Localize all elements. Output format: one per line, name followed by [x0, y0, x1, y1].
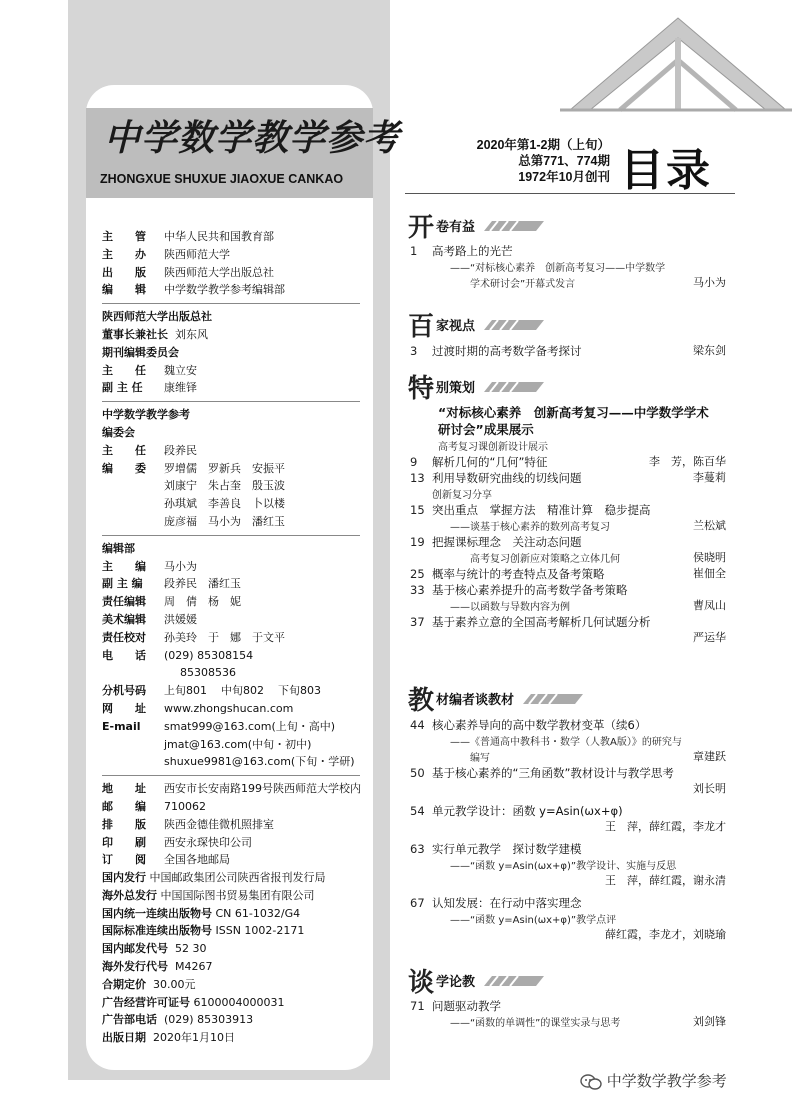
masthead-row: 主 编 马小为	[102, 559, 197, 573]
masthead-row: 分机号码 上旬801 中旬802 下旬803	[102, 684, 321, 698]
masthead-row: 刘康宁 朱占奎 殷玉波	[164, 479, 285, 493]
toc-entry[interactable]: 9 解析几何的“几何”特征 李 芳，陈百华	[410, 455, 726, 469]
toc-entry[interactable]: 63 实行单元教学 探讨数学建模	[410, 842, 582, 856]
toc-entry[interactable]: 19 把握课标理念 关注动态问题	[410, 535, 582, 549]
masthead-row: 期刊编辑委员会	[102, 345, 179, 359]
issue-line-3: 1972年10月创刊	[518, 170, 610, 184]
toc-entry[interactable]: 1 高考路上的光芒	[410, 244, 513, 258]
toc-author: 兰松斌	[693, 519, 726, 532]
toc-author: 梁东剑	[693, 344, 726, 357]
special-title: 研讨会”成果展示	[438, 422, 534, 437]
masthead-row: 订 阅 全国各地邮局	[102, 853, 230, 867]
masthead-row: 海外发行代号 M4267	[102, 960, 213, 974]
toc-author: 王 萍，薛红霞，谢永清	[605, 874, 726, 887]
masthead-row: 孙琪斌 李善良 卜以楼	[164, 497, 285, 511]
toc-author: 章建跃	[693, 750, 726, 763]
toc-author: 李蔓莉	[693, 471, 726, 484]
toc-subtitle	[410, 927, 728, 943]
toc-entry[interactable]: 71 问题驱动教学	[410, 999, 501, 1013]
divider	[102, 775, 360, 776]
journal-logo-pinyin: ZHONGXUE SHUXUE JIAOXUE CANKAO	[100, 172, 344, 186]
masthead-row: 国内统一连续出版物号 CN 61-1032/G4	[102, 906, 301, 920]
stripe-bar-graphic	[484, 320, 544, 330]
masthead-row: 副 主 编 段养民 潘红玉	[102, 577, 241, 591]
toc-subtitle	[410, 819, 728, 835]
masthead-row: 广告经营许可证号 6100004000031	[102, 995, 285, 1009]
toc-section-1	[410, 243, 728, 291]
masthead-row: 美术编辑 洪媛媛	[102, 612, 197, 626]
special-title: “对标核心素养 创新高考复习——中学数学学术	[438, 405, 709, 420]
toc-subtitle	[410, 630, 728, 646]
masthead-row: 地 址 西安市长安南路199号陕西师范大学校内	[102, 782, 361, 796]
toc-subtitle: ——以函数与导数内容为例 曹凤山	[450, 599, 726, 613]
masthead-row: 主 管 中华人民共和国教育部	[102, 230, 274, 243]
masthead-row: 主 任 段养民	[102, 443, 197, 457]
watermark-text: 中学数学教学参考	[606, 1072, 727, 1090]
divider	[102, 401, 360, 402]
masthead-heading: 编辑部	[102, 541, 135, 555]
masthead-row: 国际标准连续出版物号 ISSN 1002-2171	[102, 924, 305, 938]
masthead-row: E-mail smat999@163.com(上旬・高中)	[102, 719, 336, 733]
toc-entry[interactable]: 15 突出重点 掌握方法 精准计算 稳步提高	[410, 503, 651, 517]
masthead-row: 副 主 任 康维铎	[102, 381, 197, 395]
journal-logo-cn: 中学数学教学参考	[104, 117, 401, 159]
masthead-row: 电 话 (029) 85308154	[102, 648, 254, 662]
toc-subtitle: 创新复习分享	[432, 490, 492, 501]
toc-subtitle: ——谈基于核心素养的数列高考复习 兰松斌	[450, 519, 726, 533]
toc-author: 马小为	[693, 276, 726, 289]
masthead-row: 85308536	[180, 666, 236, 680]
masthead-row: 编 委 罗增儒 罗新兵 安振平	[102, 461, 285, 475]
toc-section-3	[410, 404, 728, 646]
toc-subtitle: ——“函数的单调性”的课堂实录与思考 刘剑锋	[450, 1015, 726, 1029]
toc-subtitle	[410, 781, 728, 797]
masthead-block-1	[102, 228, 367, 1047]
toc-subtitle: ——“函数 y=Asin(ωx+φ)”教学设计、实施与反思	[450, 861, 677, 872]
masthead-row: 网 址 www.zhongshucan.com	[102, 701, 294, 715]
toc-entry[interactable]: 13 利用导数研究曲线的切线问题 李蔓莉	[410, 471, 726, 485]
masthead-row: 海外总发行 中国国际图书贸易集团有限公司	[102, 888, 315, 902]
masthead-heading: 中学数学教学参考	[102, 408, 190, 422]
toc-author: 薛红霞，李龙才，刘晓瑜	[605, 928, 726, 941]
masthead-row: 广告部电话 (029) 85303913	[102, 1013, 254, 1027]
toc-entry[interactable]: 37 基于素养立意的全国高考解析几何试题分析	[410, 615, 651, 629]
toc-author: 曹凤山	[693, 599, 726, 612]
toc-author: 侯晓明	[693, 551, 726, 564]
issue-info	[460, 137, 610, 185]
masthead-row: 排 版 陕西金德佳微机照排室	[102, 817, 274, 831]
wechat-icon	[580, 1073, 602, 1091]
toc-section-4	[410, 717, 728, 943]
masthead-row: 出 版 陕西师范大学出版总社	[102, 265, 274, 279]
toc-entry[interactable]: 50 基于核心素养的“三角函数”教材设计与教学思考	[410, 766, 674, 780]
stripe-bar-graphic	[484, 976, 544, 986]
section-heading-jiaocai: 教 材编者谈教材	[408, 680, 583, 712]
masthead-row: 出版日期 2020年1月10日	[102, 1031, 235, 1045]
masthead-row: 董事长兼社长 刘东风	[102, 327, 208, 341]
toc-author: 刘长明	[693, 782, 726, 795]
toc-subtitle: ——“对标核心素养 创新高考复习——中学数学	[450, 263, 666, 274]
masthead-row: jmat@163.com(中旬・初中)	[164, 737, 312, 751]
toc-author: 刘剑锋	[693, 1015, 726, 1028]
toc-subtitle: ——《普通高中教科书・数学（人教A版）》的研究与	[450, 737, 682, 748]
masthead-row: 印 刷 西安永琛快印公司	[102, 835, 252, 849]
divider	[102, 303, 360, 304]
toc-subtitle: 高考复习课创新设计展示	[438, 442, 548, 453]
contents-rule	[405, 193, 735, 194]
toc-subtitle: 高考复习创新应对策略之立体几何 侯晓明	[450, 551, 726, 565]
masthead-row: 国内发行 中国邮政集团公司陕西省报刊发行局	[102, 871, 326, 885]
section-heading-tanxue: 谈 学论教	[408, 962, 544, 994]
masthead-row: 编 辑 中学数学教学参考编辑部	[102, 283, 285, 297]
masthead-row: 主 办 陕西师范大学	[102, 247, 230, 261]
issue-line-2: 总第771、774期	[518, 154, 610, 168]
toc-entry[interactable]: 44 核心素养导向的高中数学教材变革（续6）	[410, 718, 647, 732]
toc-section-2	[410, 343, 728, 359]
masthead-row: 合期定价 30.00元	[102, 977, 196, 991]
masthead-row: 庞彦福 马小为 潘红玉	[164, 514, 285, 528]
section-heading-kaijuan: 开 卷有益	[408, 207, 544, 239]
toc-section-5	[410, 998, 728, 1030]
masthead-row: 国内邮发代号 52 30	[102, 942, 207, 956]
masthead-row: 主 任 魏立安	[102, 363, 197, 377]
toc-entry[interactable]: 25 概率与统计的考查特点及备考策略 崔佃全	[410, 567, 726, 581]
toc-subtitle	[410, 873, 728, 889]
contents-title: 目录	[620, 145, 712, 196]
toc-author: 崔佃全	[693, 567, 726, 580]
stripe-bar-graphic	[484, 382, 544, 392]
toc-subtitle: 学术研讨会”开幕式发言 马小为	[450, 276, 726, 290]
masthead-row: 责任编辑 周 倩 杨 妮	[102, 595, 241, 609]
roof-truss-graphic	[560, 10, 792, 115]
toc-entry[interactable]: 54 单元教学设计：函数 y=Asin(ωx+φ)	[410, 804, 623, 818]
masthead-heading: 陕西师范大学出版总社	[102, 310, 212, 324]
stripe-bar-graphic	[523, 694, 583, 704]
toc-author: 王 萍，薛红霞，李龙才	[605, 820, 726, 833]
section-heading-baijia: 百 家视点	[408, 306, 544, 338]
toc-subtitle: ——“函数 y=Asin(ωx+φ)”教学点评	[450, 915, 617, 926]
toc-subtitle: 编写 章建跃	[450, 750, 726, 764]
section-heading-tebie: 特 别策划	[408, 368, 544, 400]
wechat-watermark	[580, 1070, 727, 1091]
toc-entry[interactable]: 33 基于核心素养提升的高考数学备考策略	[410, 583, 628, 597]
issue-line-1: 2020年第1-2期（上旬）	[476, 138, 610, 152]
toc-entry[interactable]: 3 过渡时期的高考数学备考探讨 梁东剑	[410, 344, 726, 358]
toc-entry[interactable]: 67 认知发展：在行动中落实理念	[410, 896, 582, 910]
stripe-bar-graphic	[484, 221, 544, 231]
masthead-row: shuxue9981@163.com(下旬・学研)	[164, 755, 355, 769]
masthead-heading: 编委会	[102, 425, 135, 439]
masthead-row: 责任校对 孙美玲 于 娜 于文平	[102, 630, 285, 644]
divider	[102, 535, 360, 536]
toc-author: 严运华	[693, 631, 726, 644]
toc-author: 李 芳，陈百华	[649, 455, 726, 468]
masthead-row: 邮 编 710062	[102, 799, 206, 813]
